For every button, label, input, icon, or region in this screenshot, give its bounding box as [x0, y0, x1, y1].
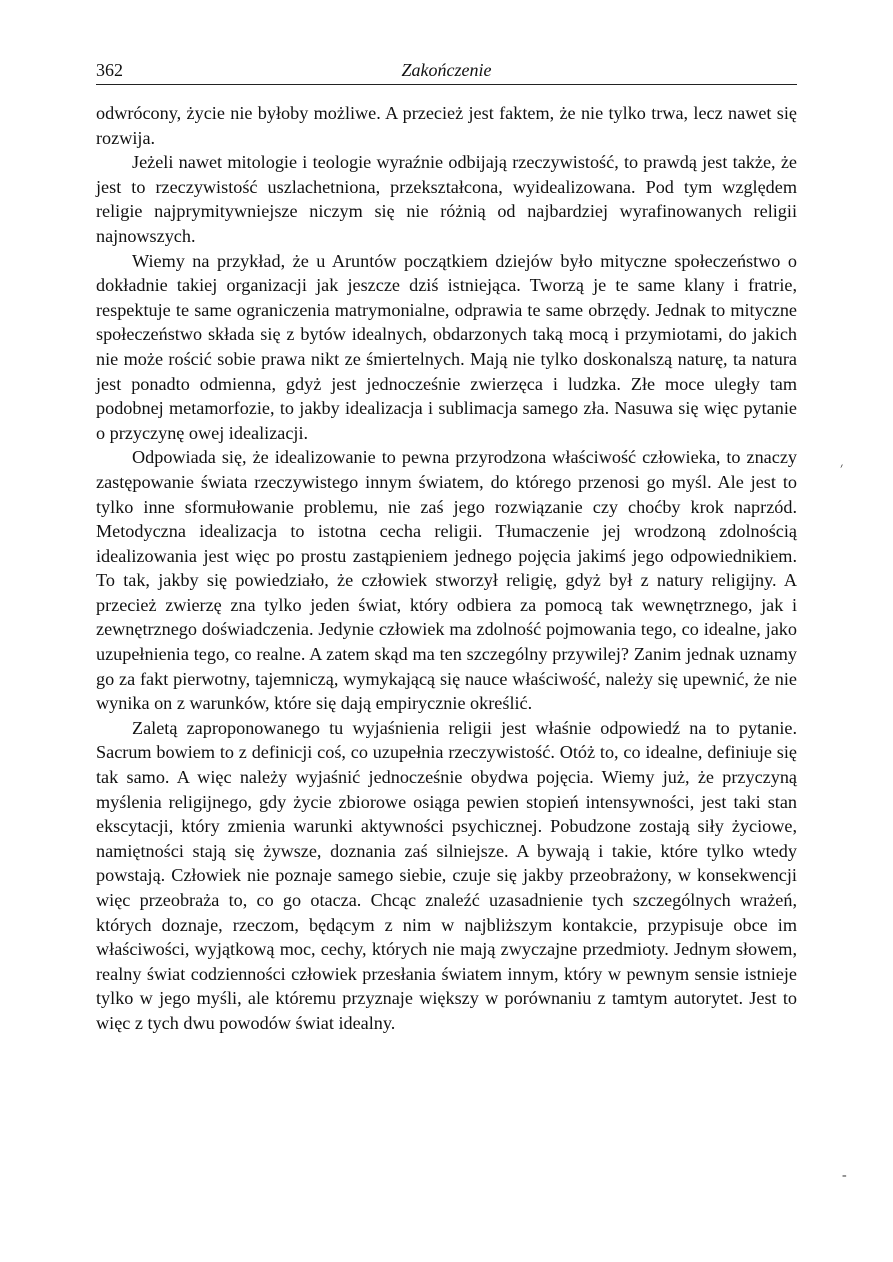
paragraph: Zaletą zaproponowanego tu wyjaśnienia religii jest właśnie odpowiedź na to pytanie. Sacrum bowiem to z definicji coś, co uzupełnia rzeczywistość. Otóż to, co idealne, definiuje się tak samo. A więc należy wyjaśnić jednocześnie obydwa pojęcia. Wiemy już, że przyczyną myślenia religijnego, gdy życie zbiorowe osiąga pewien stopień intensywności, jest taki stan ekscytacji, który zmienia warunki aktywności psychicznej. Pobudzone zostają siły życiowe, namiętności stają się żywsze, doznania zaś silniejsze. A bywają i takie, które tylko wtedy powstają. Człowiek nie poznaje samego siebie, czuje się jakby przeobrażony, w konsekwencji więc przeobraża to, co go otacza. Chcąc znaleźć uzasadnienie tych szczególnych wrażeń, których doznaje, rzeczom, będącym z nim w najbliższym kontakcie, przypisuje obce im właściwości, wyjątkową moc, cechy, których nie mają zwyczajne przedmioty. Jednym słowem, realny świat codzienności człowiek przesłania światem innym, który w pewnym sensie istnieje tylko w jego myśli, ale któremu przyznaje większy w porównaniu z tamtym autorytet. Jest to więc z tych dwu powodów świat idealny. [96, 717, 797, 1033]
section-title: Zakończenie [401, 60, 492, 80]
paragraph: Jeżeli nawet mitologie i teologie wyraźnie odbijają rzeczywistość, to prawdą jest także, że jest to rzeczywistość uszlachetniona, przekształcona, wyidealizowana. Pod tym względem religie najprymitywniejsze niczym się nie różnią od najbardziej wyrafinowanych religii najnowszych. [96, 152, 797, 246]
paragraph: Wiemy na przykład, że u Aruntów początkiem dziejów było mityczne społeczeństwo o dokładnie takiej organizacji jak jeszcze dziś istniejąca. Tworzą je te same klany i fratrie, respektuje te same ograniczenia matrymonialne, odprawia te same obrzędy. Jednak to mityczne społeczeństwo składa się z bytów idealnych, obdarzonych taką mocą i przymiotami, do jakich nie może rościć sobie prawa nikt ze śmiertelnych. Mają nie tylko doskonalszą naturę, ta natura jest ponadto odmienna, gdyż jest jednocześnie zwierzęca i ludzka. Złe moce uległy tam podobnej metamorfozie, to jakby idealizacja i sublimacja samego zła. Nasuwa się więc pytanie o przyczynę owej idealizacji. [96, 250, 797, 443]
margin-mark: ׳ [840, 461, 844, 476]
paragraph-continuation: odwrócony, życie nie byłoby możliwe. A przecież jest faktem, że nie tylko trwa, lecz nawet się rozwija. [96, 103, 797, 148]
book-page [96, 58, 797, 1036]
page-number: 362 [96, 60, 123, 80]
running-head [96, 58, 797, 85]
paragraph: Odpowiada się, że idealizowanie to pewna przyrodzona właściwość człowieka, to znaczy zastępowanie świata rzeczywistego innym światem, do którego przenosi go myśl. Ale jest to tylko inne sformułowanie problemu, nie zaś jego rozwiązanie czy choćby krok naprzód. Metodyczna idealizacja to istotna cecha religii. Tłumaczenie jej wrodzoną zdolnością idealizowania jest więc po prostu zastąpieniem jednego pojęcia jakimś jego odpowiednikiem. To tak, jakby się powiedziało, że człowiek stworzył religię, gdyż był z natury religijny. A przecież zwierzę zna tylko jeden świat, który odbiera za pomocą tak wewnętrznego, jak i zewnętrznego doświadczenia. Jedynie człowiek ma zdolność pojmowania tego, co idealne, jako uzupełnienia tego, co realne. A zatem skąd ma ten szczególny przywilej? Zanim jednak uznamy go za fakt pierwotny, tajemniczą, wymykającą się nauce właściwość, należy się upewnić, że nie wynika on z warunków, które się dają empirycznie określić. [96, 447, 797, 714]
margin-mark: - [842, 1168, 847, 1183]
body-text [96, 101, 797, 1036]
